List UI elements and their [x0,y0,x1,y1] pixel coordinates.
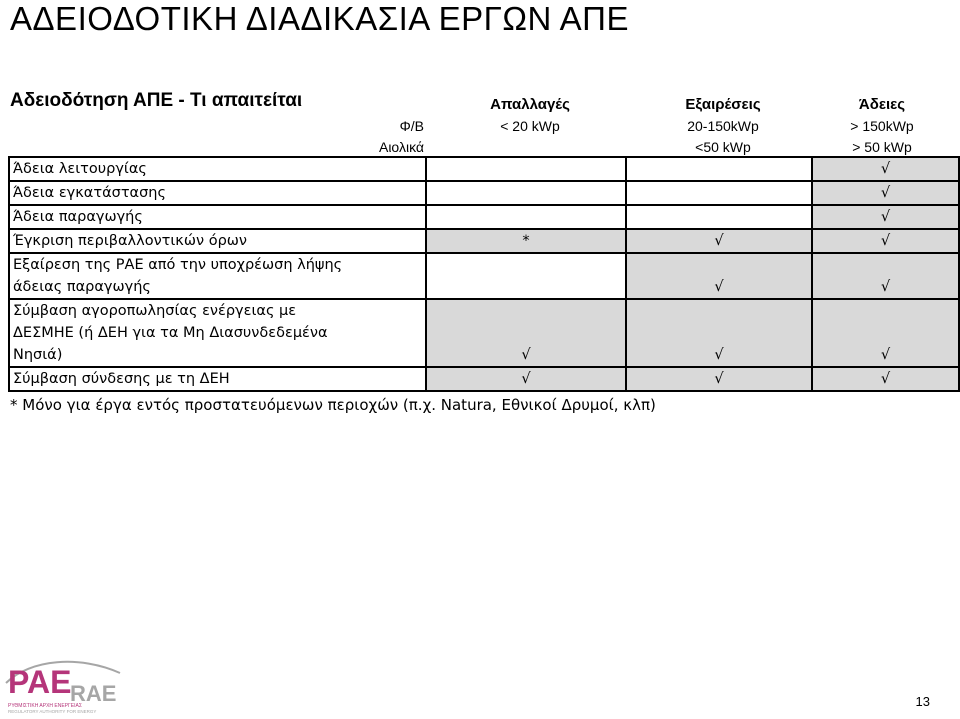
requirement-cell: √ [426,299,626,367]
requirement-cell: √ [626,229,812,253]
rae-logo [0,655,140,715]
row-header-pv: Φ/Β [399,118,424,134]
table-row [9,253,959,299]
requirement-cell: * [426,229,626,253]
logo-tagline-greek: ΡΥΘΜΙΣΤΙΚΗ ΑΡΧΗ ΕΝΕΡΓΕΙΑΣ [8,703,82,709]
requirement-cell: √ [812,253,959,299]
table-row [9,367,959,391]
table-row [9,229,959,253]
requirement-cell [426,253,626,299]
row-header-wind: Αιολικά [378,139,424,155]
row-label [9,157,426,181]
slide-title: ΑΔΕΙΟΔΟΤΙΚΗ ΔΙΑΔΙΚΑΣΙΑ ΕΡΓΩΝ ΑΠΕ [10,0,630,37]
column-header-exemptions: Απαλλαγές [490,96,570,113]
row-label-line: Άδεια εγκατάστασης [13,185,167,201]
wind-threshold-exceptions: <50 kWp [695,139,751,155]
row-label [9,299,426,367]
requirement-cell [626,157,812,181]
row-label-line: Έγκριση περιβαλλοντικών όρων [13,233,248,249]
table-row [9,181,959,205]
logo-tagline-english: REGULATORY AUTHORITY FOR ENERGY [8,709,97,714]
row-label-line: ΔΕΣΜΗΕ (ή ΔΕΗ για τα Μη Διασυνδεδεμένα [13,325,328,341]
row-label-line: Νησιά) [13,347,63,363]
row-label [9,367,426,391]
row-label [9,253,426,299]
row-label-line: Άδεια λειτουργίας [13,161,147,177]
page-number: 13 [915,694,930,709]
requirement-cell: √ [812,367,959,391]
table-row [9,299,959,367]
row-label-line: άδειας παραγωγής [13,279,151,295]
requirement-cell: √ [812,181,959,205]
requirement-cell: √ [812,157,959,181]
requirement-cell [426,157,626,181]
pv-threshold-licenses: > 150kWp [850,118,914,134]
pv-threshold-exceptions: 20-150kWp [687,118,759,134]
row-label-line: Σύμβαση σύνδεσης με τη ΔΕΗ [13,371,230,387]
table-row [9,157,959,181]
row-label-line: Σύμβαση αγοροπωλησίας ενέργειας με [13,303,297,319]
requirement-cell [426,205,626,229]
row-label [9,229,426,253]
requirement-cell: √ [626,299,812,367]
requirement-cell: √ [626,253,812,299]
rae-logo-graphic [0,655,140,715]
row-label [9,181,426,205]
table-row [9,205,959,229]
requirement-cell: √ [812,205,959,229]
footnote: * Μόνο για έργα εντός προστατευόμενων περιοχών (π.χ. Natura, Εθνικοί Δρυμοί, κλπ) [10,396,656,414]
requirement-cell [626,181,812,205]
requirement-cell: √ [812,229,959,253]
wind-threshold-licenses: > 50 kWp [852,139,912,155]
logo-primary-text: PAE [8,664,72,700]
requirement-cell: √ [812,299,959,367]
requirements-table [8,156,960,392]
requirement-cell: √ [626,367,812,391]
row-label [9,205,426,229]
slide-subtitle: Αδειοδότηση ΑΠΕ - Τι απαιτείται [10,90,303,111]
requirement-cell [426,181,626,205]
requirement-cell: √ [426,367,626,391]
column-header-licenses: Άδειες [858,96,906,113]
row-label-line: Εξαίρεση της ΡΑΕ από την υποχρέωση λήψης [13,257,343,273]
column-header-exceptions: Εξαιρέσεις [685,96,761,113]
row-label-line: Άδεια παραγωγής [13,209,143,225]
pv-threshold-exemptions: < 20 kWp [500,118,560,134]
logo-secondary-text: RAE [70,681,117,706]
requirement-cell [626,205,812,229]
